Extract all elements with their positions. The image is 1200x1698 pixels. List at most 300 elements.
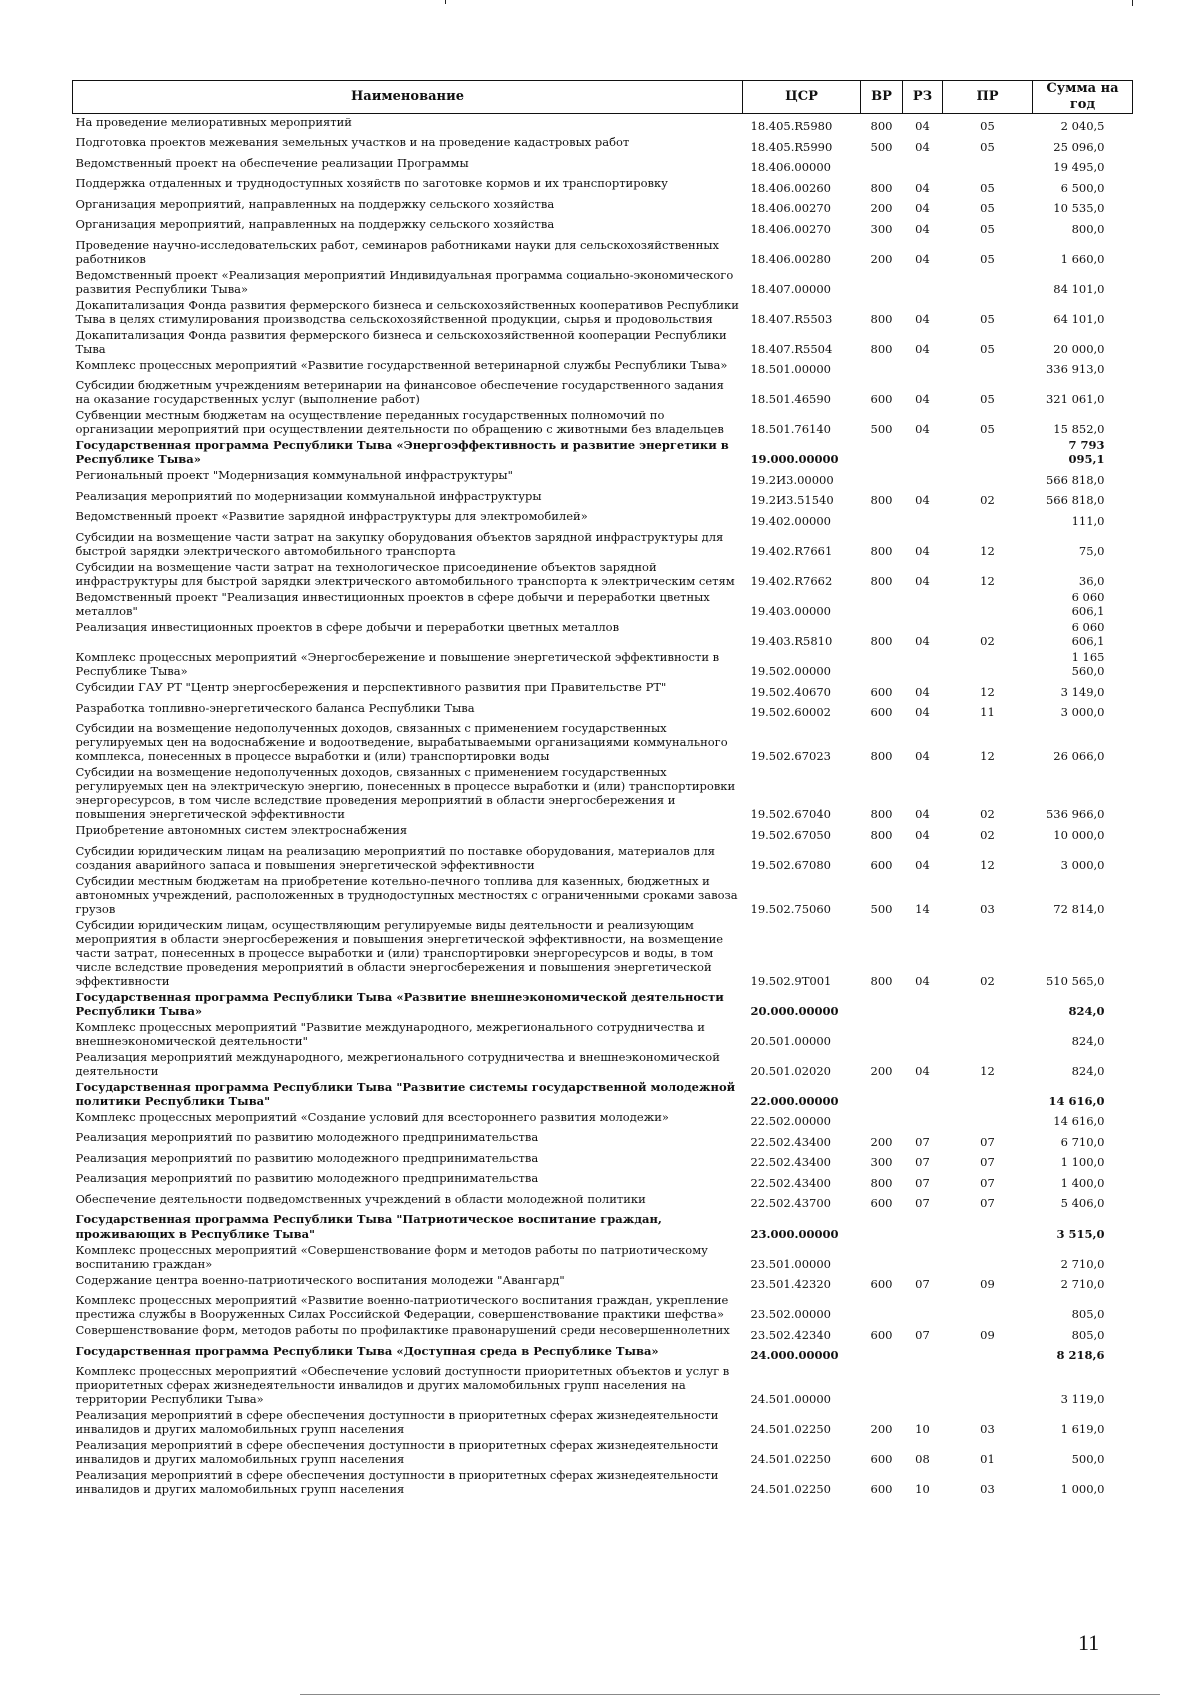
cell-csr: 18.405.R5990 xyxy=(750,139,833,154)
cell-sum: 536 966,0 xyxy=(1045,807,1105,822)
cell-sum: 2 710,0 xyxy=(1060,1277,1105,1292)
cell-csr: 20.000.00000 xyxy=(750,1003,839,1018)
cell-rz: 04 xyxy=(915,857,930,872)
cell-rz: 07 xyxy=(915,1277,930,1292)
cell-rz: 04 xyxy=(915,973,930,988)
cell-csr: 19.402.00000 xyxy=(750,513,831,528)
cell-vr: 600 xyxy=(870,1277,893,1292)
cell-pr: 05 xyxy=(980,251,995,266)
column-header-sum: Сумма на год xyxy=(1033,81,1133,114)
cell-pr xyxy=(943,267,1033,297)
table-row xyxy=(73,134,1133,155)
cell-vr: 800 xyxy=(870,180,893,195)
cell-csr: 18.406.00270 xyxy=(750,201,831,216)
cell-vr: 800 xyxy=(870,311,893,326)
cell-pr: 03 xyxy=(980,1422,995,1437)
cell-name: Субсидии на возмещение части затрат на закупку оборудования объектов зарядной инфраструктуры для быстрой зарядки электрического автомобильного транспорта xyxy=(75,529,724,558)
cell-vr xyxy=(861,1079,903,1109)
table-row xyxy=(73,559,1133,589)
table-row xyxy=(73,649,1133,679)
cell-rz: 04 xyxy=(915,221,930,236)
cell-pr: 12 xyxy=(980,749,995,764)
cell-sum: 3 149,0 xyxy=(1060,684,1105,699)
cell-vr xyxy=(861,1292,903,1322)
cell-csr: 19.502.67040 xyxy=(750,807,831,822)
cell-csr: 19.502.67023 xyxy=(750,749,831,764)
cell-csr: 19.403.00000 xyxy=(750,604,831,619)
cell-rz: 04 xyxy=(915,827,930,842)
cell-csr: 19.402.R7662 xyxy=(750,573,833,588)
cell-sum: 20 000,0 xyxy=(1053,341,1105,356)
table-row xyxy=(73,237,1133,267)
cell-name: Реализация мероприятий в сфере обеспечения доступности в приоритетных сферах жизнедеятельности инвалидов и других маломобильных групп населения xyxy=(75,1468,719,1497)
table-row xyxy=(73,1049,1133,1079)
cell-csr: 18.406.00280 xyxy=(750,251,831,266)
cell-pr xyxy=(943,1363,1033,1407)
budget-table xyxy=(72,80,1133,1497)
table-row xyxy=(73,113,1133,134)
cell-pr: 07 xyxy=(980,1155,995,1170)
table-row xyxy=(73,1322,1133,1343)
cell-rz xyxy=(903,1292,943,1322)
cell-name: Субсидии на возмещение недополученных доходов, связанных с применением государственных регулируемых цен на водоснабжение и водоотведение, вырабатываемыми организациями коммунального комплекса, понесенных в процессе выработки и (или) транспортировки воды xyxy=(75,721,728,764)
cell-rz: 08 xyxy=(915,1452,930,1467)
cell-name: Ведомственный проект «Реализация мероприятий Индивидуальная программа социально-экономического развития Республики Тыва» xyxy=(75,267,734,296)
cell-vr xyxy=(861,1343,903,1364)
cell-rz xyxy=(903,649,943,679)
cell-rz xyxy=(903,437,943,467)
cell-rz: 07 xyxy=(915,1134,930,1149)
cell-vr xyxy=(861,357,903,378)
table-row xyxy=(73,529,1133,559)
cell-name: Субсидии на возмещение части затрат на технологическое присоединение объектов зарядной инфраструктуры для быстрой зарядки электрического автомобильного транспорта к электрическим сетям xyxy=(75,559,735,588)
cell-name: Государственная программа Республики Тыва «Развитие внешнеэкономической деятельности Республики Тыва» xyxy=(75,989,724,1018)
cell-vr xyxy=(861,155,903,176)
cell-sum: 3 000,0 xyxy=(1060,857,1105,872)
cell-vr xyxy=(861,1211,903,1241)
cell-rz: 04 xyxy=(915,573,930,588)
cell-csr: 19.402.R7661 xyxy=(750,543,833,558)
cell-sum: 6 710,0 xyxy=(1060,1134,1105,1149)
cell-csr: 22.502.00000 xyxy=(750,1114,831,1129)
cell-csr: 23.501.00000 xyxy=(750,1256,831,1271)
cell-vr xyxy=(861,437,903,467)
table-row xyxy=(73,1467,1133,1497)
cell-sum: 1 000,0 xyxy=(1060,1482,1105,1497)
cell-sum: 7 793 095,1 xyxy=(1068,438,1105,467)
cell-sum: 36,0 xyxy=(1078,573,1105,588)
cell-rz: 04 xyxy=(915,341,930,356)
cell-sum: 1 400,0 xyxy=(1060,1175,1105,1190)
table-row xyxy=(73,989,1133,1019)
cell-rz xyxy=(903,1019,943,1049)
cell-vr: 800 xyxy=(870,634,893,649)
cell-name: Докапитализация Фонда развития фермерского бизнеса и сельскохозяйственных кооперативов Республики Тыва в целях стимулирования производства сельскохозяйственной продукции, сырья и продовольствия xyxy=(75,297,739,326)
cell-sum: 336 913,0 xyxy=(1045,362,1105,377)
cell-csr: 18.501.00000 xyxy=(750,362,831,377)
cell-sum: 72 814,0 xyxy=(1053,901,1105,916)
table-row xyxy=(73,488,1133,509)
cell-csr: 23.501.42320 xyxy=(750,1277,831,1292)
cell-pr xyxy=(943,649,1033,679)
table-row xyxy=(73,1129,1133,1150)
cell-name: Комплекс процессных мероприятий «Развитие военно-патриотического воспитания граждан, укрепление престижа службы в Вооруженных Силах Российской Федерации, совершенствование практики шефства» xyxy=(75,1293,729,1322)
cell-csr: 19.2И3.51540 xyxy=(750,493,834,508)
table-row xyxy=(73,1272,1133,1293)
cell-name: Субвенции местным бюджетам на осуществление переданных государственных полномочий по организации мероприятий при осуществлении деятельности по обращению с животными без владельцев xyxy=(75,408,724,437)
cell-pr: 03 xyxy=(980,1482,995,1497)
cell-name: Реализация мероприятий в сфере обеспечения доступности в приоритетных сферах жизнедеятельности инвалидов и других маломобильных групп населения xyxy=(75,1408,719,1437)
cell-sum: 5 406,0 xyxy=(1060,1196,1105,1211)
cell-pr xyxy=(943,508,1033,529)
cell-pr: 02 xyxy=(980,827,995,842)
cell-csr: 22.502.43700 xyxy=(750,1196,831,1211)
cell-vr: 600 xyxy=(870,392,893,407)
column-header-csr: ЦСР xyxy=(743,81,861,114)
table-row xyxy=(73,155,1133,176)
cell-pr: 11 xyxy=(980,705,995,720)
cell-csr: 24.501.00000 xyxy=(750,1392,831,1407)
cell-sum: 824,0 xyxy=(1071,1033,1105,1048)
cell-pr: 05 xyxy=(980,341,995,356)
cell-sum: 19 495,0 xyxy=(1053,160,1105,175)
page-number: 11 xyxy=(1078,1630,1100,1655)
cell-csr: 19.502.67080 xyxy=(750,857,831,872)
cell-sum: 3 119,0 xyxy=(1060,1392,1105,1407)
cell-rz: 04 xyxy=(915,311,930,326)
cell-rz xyxy=(903,1109,943,1130)
scan-mark xyxy=(1132,0,1133,6)
cell-csr: 19.502.75060 xyxy=(750,901,831,916)
cell-pr: 05 xyxy=(980,311,995,326)
cell-vr: 600 xyxy=(870,705,893,720)
cell-vr xyxy=(861,649,903,679)
cell-csr: 18.406.00270 xyxy=(750,221,831,236)
cell-name: Государственная программа Республики Тыва «Энергоэффективность и развитие энергетики в Республике Тыва» xyxy=(75,438,729,467)
cell-csr: 19.502.60002 xyxy=(750,705,831,720)
cell-sum: 3 515,0 xyxy=(1056,1226,1105,1241)
cell-vr: 800 xyxy=(870,119,893,134)
cell-rz xyxy=(903,1363,943,1407)
cell-pr xyxy=(943,437,1033,467)
cell-vr: 200 xyxy=(870,1063,893,1078)
cell-name: Приобретение автономных систем электроснабжения xyxy=(75,823,408,838)
cell-name: Ведомственный проект на обеспечение реализации Программы xyxy=(75,155,469,170)
cell-name: Комплекс процессных мероприятий «Энергосбережение и повышение энергетической эффективности в Республике Тыва» xyxy=(75,650,720,679)
cell-rz xyxy=(903,589,943,619)
cell-pr: 05 xyxy=(980,139,995,154)
cell-csr: 24.501.02250 xyxy=(750,1482,831,1497)
cell-sum: 1 100,0 xyxy=(1060,1155,1105,1170)
column-header-rz: РЗ xyxy=(903,81,943,114)
table-row xyxy=(73,1363,1133,1407)
cell-rz: 04 xyxy=(915,119,930,134)
cell-rz: 10 xyxy=(915,1422,930,1437)
table-row xyxy=(73,407,1133,437)
cell-name: Реализация мероприятий по модернизации коммунальной инфраструктуры xyxy=(75,488,542,503)
cell-csr: 18.501.76140 xyxy=(750,422,831,437)
cell-rz xyxy=(903,1211,943,1241)
cell-name: Субсидии на возмещение недополученных доходов, связанных с применением государственных регулируемых цен на электрическую энергию, понесенных в процессе выработки и (или) транспортировки энергоресурсов, в том числе вследствие проведения мероприятий в области энергосбережения и повышения энергетической эффективности xyxy=(75,765,736,822)
cell-sum: 15 852,0 xyxy=(1053,422,1105,437)
cell-vr xyxy=(861,467,903,488)
cell-csr: 18.501.46590 xyxy=(750,392,831,407)
cell-rz: 04 xyxy=(915,543,930,558)
cell-pr: 02 xyxy=(980,493,995,508)
cell-rz: 04 xyxy=(915,807,930,822)
cell-vr: 200 xyxy=(870,251,893,266)
cell-rz: 04 xyxy=(915,684,930,699)
cell-csr: 24.000.00000 xyxy=(750,1348,839,1363)
cell-rz: 04 xyxy=(915,251,930,266)
cell-pr: 12 xyxy=(980,573,995,588)
table-row xyxy=(73,1079,1133,1109)
cell-rz: 07 xyxy=(915,1327,930,1342)
cell-name: Совершенствование форм, методов работы по профилактике правонарушений среди несовершеннолетних xyxy=(75,1323,730,1338)
cell-csr: 18.407.00000 xyxy=(750,281,831,296)
cell-csr: 23.502.00000 xyxy=(750,1307,831,1322)
cell-name: Ведомственный проект «Развитие зарядной инфраструктуры для электромобилей» xyxy=(75,509,588,524)
cell-pr: 09 xyxy=(980,1327,995,1342)
cell-vr: 800 xyxy=(870,1175,893,1190)
cell-pr: 07 xyxy=(980,1134,995,1149)
cell-csr: 19.502.67050 xyxy=(750,827,831,842)
cell-sum: 321 061,0 xyxy=(1045,392,1105,407)
cell-rz: 07 xyxy=(915,1155,930,1170)
table-row xyxy=(73,764,1133,822)
cell-vr: 600 xyxy=(870,1482,893,1497)
table-row xyxy=(73,1150,1133,1171)
cell-vr: 800 xyxy=(870,493,893,508)
cell-csr: 18.407.R5503 xyxy=(750,311,833,326)
cell-rz xyxy=(903,1242,943,1272)
cell-sum: 805,0 xyxy=(1071,1307,1105,1322)
table-row xyxy=(73,1170,1133,1191)
cell-name: Обеспечение деятельности подведомственных учреждений в области молодежной политики xyxy=(75,1191,646,1206)
table-row xyxy=(73,1437,1133,1467)
cell-name: Подготовка проектов межевания земельных участков и на проведение кадастровых работ xyxy=(75,135,630,150)
cell-sum: 25 096,0 xyxy=(1053,139,1105,154)
cell-vr: 600 xyxy=(870,857,893,872)
cell-csr: 22.502.43400 xyxy=(750,1175,831,1190)
table-header-row xyxy=(73,81,1133,114)
column-header-pr: ПР xyxy=(943,81,1033,114)
cell-sum: 500,0 xyxy=(1071,1452,1105,1467)
cell-rz: 04 xyxy=(915,493,930,508)
cell-csr: 22.502.43400 xyxy=(750,1134,831,1149)
cell-name: Субсидии местным бюджетам на приобретение котельно-печного топлива для казенных, бюджетных и автономных учреждений, расположенных в труднодоступных местностях с ограниченными сроками завоза грузов xyxy=(75,873,738,916)
cell-name: На проведение мелиоративных мероприятий xyxy=(75,114,352,129)
cell-vr xyxy=(861,508,903,529)
cell-vr xyxy=(861,1242,903,1272)
cell-rz: 04 xyxy=(915,392,930,407)
cell-name: Комплекс процессных мероприятий "Развитие международного, межрегионального сотрудничества и внешнеэкономической деятельности" xyxy=(75,1019,705,1048)
cell-rz xyxy=(903,467,943,488)
cell-name: Реализация мероприятий по развитию молодежного предпринимательства xyxy=(75,1150,539,1165)
cell-csr: 19.2И3.00000 xyxy=(750,472,834,487)
cell-pr: 05 xyxy=(980,392,995,407)
cell-csr: 20.501.02020 xyxy=(750,1063,831,1078)
table-row xyxy=(73,720,1133,764)
cell-pr xyxy=(943,1079,1033,1109)
cell-pr: 03 xyxy=(980,901,995,916)
cell-sum: 14 616,0 xyxy=(1053,1114,1105,1129)
cell-name: Комплекс процессных мероприятий «Обеспечение условий доступности приоритетных объектов и услуг в приоритетных сферах жизнедеятельности инвалидов и других маломобильных групп населения на территории Республики Тыва» xyxy=(75,1364,730,1407)
cell-name: Субсидии ГАУ РТ "Центр энергосбережения и перспективного развития при Правительстве РТ" xyxy=(75,680,667,695)
cell-sum: 75,0 xyxy=(1078,543,1105,558)
cell-sum: 6 060 606,1 xyxy=(1071,590,1105,619)
cell-rz: 14 xyxy=(915,901,930,916)
cell-name: Докапитализация Фонда развития фермерского бизнеса и сельскохозяйственной кооперации Республики Тыва xyxy=(75,327,727,356)
cell-csr: 24.501.02250 xyxy=(750,1422,831,1437)
cell-rz: 04 xyxy=(915,1063,930,1078)
table-row xyxy=(73,589,1133,619)
cell-rz xyxy=(903,357,943,378)
cell-vr: 600 xyxy=(870,1327,893,1342)
table-row xyxy=(73,175,1133,196)
cell-vr: 500 xyxy=(870,901,893,916)
cell-pr: 05 xyxy=(980,180,995,195)
cell-vr: 200 xyxy=(870,1134,893,1149)
cell-rz: 04 xyxy=(915,749,930,764)
cell-sum: 10 000,0 xyxy=(1053,827,1105,842)
cell-pr: 05 xyxy=(980,119,995,134)
table-row xyxy=(73,1292,1133,1322)
cell-pr: 01 xyxy=(980,1452,995,1467)
cell-rz: 04 xyxy=(915,634,930,649)
scan-bottom-line xyxy=(300,1694,1160,1695)
scan-mark xyxy=(445,0,446,4)
cell-rz: 10 xyxy=(915,1482,930,1497)
cell-rz xyxy=(903,1079,943,1109)
table-row xyxy=(73,327,1133,357)
cell-sum: 10 535,0 xyxy=(1053,201,1105,216)
column-header-name: Наименование xyxy=(73,81,743,114)
cell-pr xyxy=(943,1292,1033,1322)
table-row xyxy=(73,843,1133,873)
table-row xyxy=(73,297,1133,327)
cell-vr xyxy=(861,1363,903,1407)
cell-csr: 23.000.00000 xyxy=(750,1226,839,1241)
cell-vr xyxy=(861,1019,903,1049)
cell-pr: 05 xyxy=(980,422,995,437)
cell-pr: 12 xyxy=(980,684,995,699)
cell-vr: 600 xyxy=(870,684,893,699)
cell-name: Реализация мероприятий по развитию молодежного предпринимательства xyxy=(75,1171,539,1186)
cell-pr: 09 xyxy=(980,1277,995,1292)
cell-sum: 824,0 xyxy=(1071,1063,1105,1078)
cell-vr xyxy=(861,989,903,1019)
cell-name: Реализация мероприятий по развитию молодежного предпринимательства xyxy=(75,1130,539,1145)
cell-sum: 800,0 xyxy=(1071,221,1105,236)
table-body xyxy=(73,113,1133,1497)
cell-name: Субсидии бюджетным учреждениям ветеринарии на финансовое обеспечение государственного задания на оказание государственных услуг (выполнение работ) xyxy=(75,378,724,407)
table-row xyxy=(73,1407,1133,1437)
cell-sum: 1 165 560,0 xyxy=(1071,650,1105,679)
cell-pr: 05 xyxy=(980,201,995,216)
cell-name: Поддержка отдаленных и труднодоступных хозяйств по заготовке кормов и их транспортировку xyxy=(75,176,668,191)
cell-pr: 12 xyxy=(980,1063,995,1078)
cell-name: Комплекс процессных мероприятий «Совершенствование форм и методов работы по патриотическому воспитанию граждан» xyxy=(75,1242,708,1271)
cell-rz: 04 xyxy=(915,705,930,720)
table-row xyxy=(73,1191,1133,1212)
table-row xyxy=(73,267,1133,297)
cell-pr: 05 xyxy=(980,221,995,236)
cell-vr: 800 xyxy=(870,543,893,558)
cell-name: Государственная программа Республики Тыва «Доступная среда в Республике Тыва» xyxy=(75,1343,659,1358)
cell-sum: 566 818,0 xyxy=(1045,493,1105,508)
cell-name: Государственная программа Республики Тыва "Патриотическое воспитание граждан, проживающих в Республике Тыва" xyxy=(75,1212,662,1241)
cell-name: Разработка топливно-энергетического баланса Республики Тыва xyxy=(75,700,475,715)
cell-sum: 824,0 xyxy=(1068,1003,1105,1018)
cell-pr: 07 xyxy=(980,1196,995,1211)
table-row xyxy=(73,1343,1133,1364)
cell-pr xyxy=(943,1242,1033,1272)
table-row xyxy=(73,1109,1133,1130)
cell-vr: 500 xyxy=(870,139,893,154)
cell-rz: 04 xyxy=(915,201,930,216)
cell-csr: 22.000.00000 xyxy=(750,1093,839,1108)
cell-vr xyxy=(861,267,903,297)
cell-pr xyxy=(943,989,1033,1019)
table-row xyxy=(73,467,1133,488)
table-row xyxy=(73,822,1133,843)
cell-sum: 566 818,0 xyxy=(1045,472,1105,487)
cell-sum: 1 660,0 xyxy=(1060,251,1105,266)
cell-csr: 22.502.43400 xyxy=(750,1155,831,1170)
cell-sum: 6 060 606,1 xyxy=(1071,620,1105,649)
table-row xyxy=(73,1242,1133,1272)
cell-pr: 07 xyxy=(980,1175,995,1190)
cell-csr: 23.502.42340 xyxy=(750,1327,831,1342)
cell-sum: 6 500,0 xyxy=(1060,180,1105,195)
cell-name: Комплекс процессных мероприятий «Создание условий для всестороннего развития молодежи» xyxy=(75,1109,669,1124)
cell-vr: 200 xyxy=(870,201,893,216)
cell-rz xyxy=(903,1343,943,1364)
cell-name: Комплекс процессных мероприятий «Развитие государственной ветеринарной службы Республики Тыва» xyxy=(75,357,728,372)
cell-vr: 800 xyxy=(870,807,893,822)
cell-csr: 19.502.9Т001 xyxy=(750,973,832,988)
cell-rz: 04 xyxy=(915,422,930,437)
cell-pr: 02 xyxy=(980,973,995,988)
cell-vr: 800 xyxy=(870,573,893,588)
cell-csr: 20.501.00000 xyxy=(750,1033,831,1048)
cell-pr: 02 xyxy=(980,807,995,822)
table-row xyxy=(73,196,1133,217)
cell-sum: 26 066,0 xyxy=(1053,749,1105,764)
cell-pr: 02 xyxy=(980,634,995,649)
cell-vr: 200 xyxy=(870,1422,893,1437)
cell-vr: 300 xyxy=(870,1155,893,1170)
cell-vr: 800 xyxy=(870,973,893,988)
cell-vr: 300 xyxy=(870,221,893,236)
cell-csr: 18.405.R5980 xyxy=(750,119,833,134)
cell-name: Организация мероприятий, направленных на поддержку сельского хозяйства xyxy=(75,196,555,211)
cell-csr: 19.502.40670 xyxy=(750,684,831,699)
cell-csr: 18.407.R5504 xyxy=(750,341,833,356)
cell-name: Реализация мероприятий международного, межрегионального сотрудничества и внешнеэкономической деятельности xyxy=(75,1049,720,1078)
cell-sum: 64 101,0 xyxy=(1053,311,1105,326)
cell-vr xyxy=(861,1109,903,1130)
cell-rz: 07 xyxy=(915,1196,930,1211)
cell-csr: 19.000.00000 xyxy=(750,452,839,467)
cell-vr: 800 xyxy=(870,827,893,842)
cell-sum: 84 101,0 xyxy=(1053,281,1105,296)
table-row xyxy=(73,700,1133,721)
cell-rz: 04 xyxy=(915,139,930,154)
cell-name: Субсидии юридическим лицам, осуществляющим регулируемые виды деятельности и реализующим мероприятия в области энергосбережения и повышения энергетической эффективности, на возмещение части затрат, понесенных в процессе выработки и (или) транспортировки энергоресурсов и воды, в том числе вследствие проведения мероприятий в области энергосбережения и повышения энергетической эффективности xyxy=(75,917,724,988)
cell-pr xyxy=(943,1109,1033,1130)
